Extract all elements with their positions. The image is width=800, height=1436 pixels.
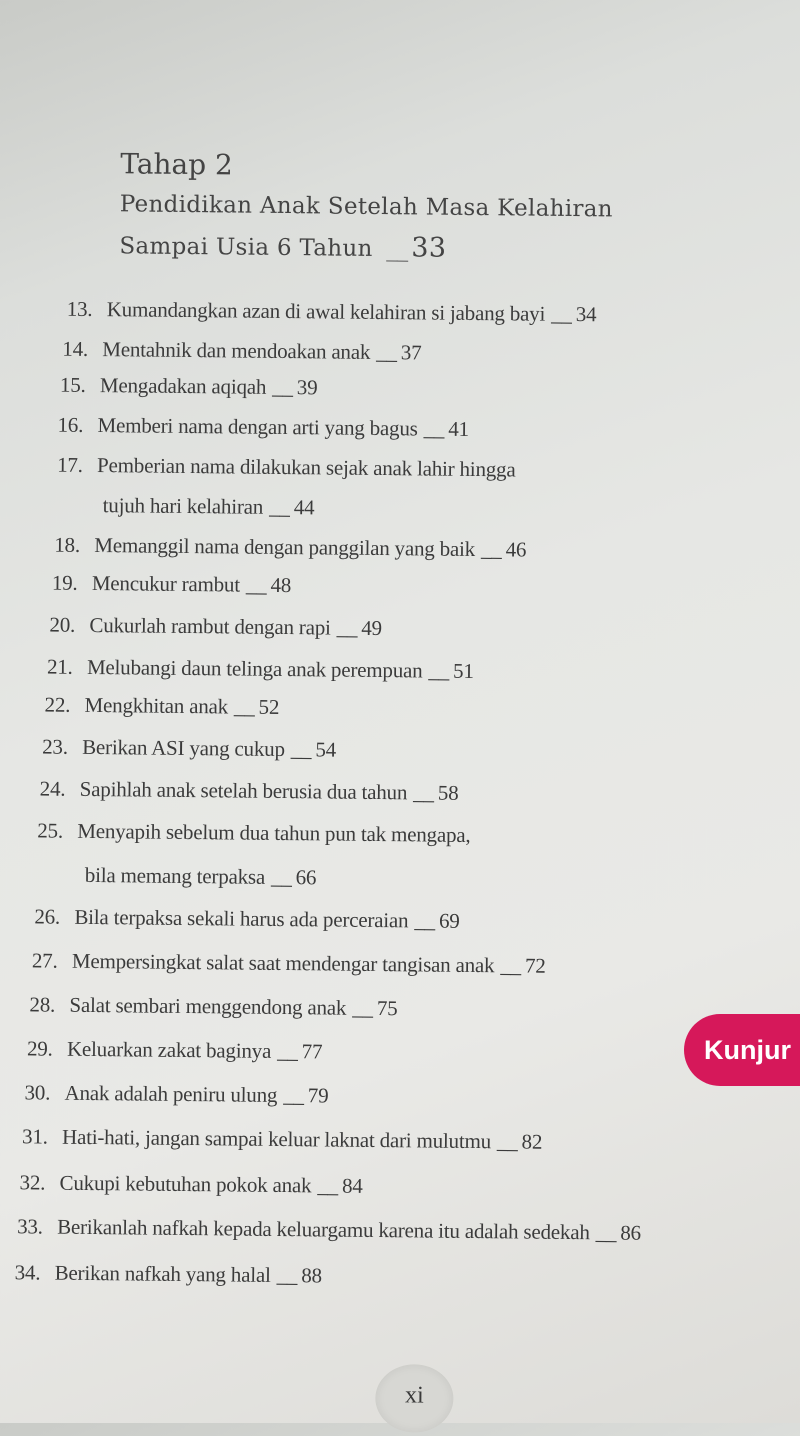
toc-entry-title: Mempersingkat salat saat mendengar tangisan anak — [71, 948, 495, 978]
toc-entry-separator: __ — [376, 339, 397, 365]
toc-entry-number: 19. — [51, 570, 78, 595]
toc-entry-number: 14. — [62, 336, 89, 361]
toc-entry-title: Mentahnik dan mendoakan anak — [102, 337, 371, 364]
section-title-line1: Pendidikan Anak Setelah Masa Kelahiran — [119, 191, 614, 223]
toc-entry-separator: __ — [245, 572, 267, 597]
toc-entry-separator: __ — [423, 416, 445, 441]
toc-entry-separator: __ — [352, 995, 374, 1020]
toc-entry-continuation — [103, 493, 315, 520]
toc-entry-separator: __ — [276, 1262, 298, 1288]
toc-entry-separator: __ — [290, 737, 312, 762]
toc-entry-page: 86 — [620, 1220, 642, 1245]
toc-entry-number: 21. — [46, 654, 73, 679]
toc-entry-title: Bila terpaksa sekali harus ada perceraian — [74, 904, 409, 933]
toc-entry-title-continued: bila memang terpaksa — [84, 862, 266, 889]
toc-entry-page: 82 — [521, 1129, 543, 1154]
toc-entry-separator: __ — [428, 658, 450, 683]
section-stage: Tahap 2 — [120, 147, 234, 182]
toc-entry-number: 34. — [14, 1260, 41, 1285]
toc-entry-page: 66 — [295, 865, 317, 890]
toc-entry — [24, 1080, 328, 1108]
toc-entry-separator: __ — [270, 864, 292, 890]
toc-entry — [62, 337, 421, 366]
toc-entry-title: Salat sembari menggendong anak — [69, 992, 347, 1020]
toc-entry-number: 16. — [57, 412, 84, 437]
toc-entry-page: 77 — [301, 1039, 323, 1064]
toc-entry-number: 17. — [57, 452, 83, 477]
toc-entry-number: 22. — [44, 692, 71, 717]
toc-entry-title: Melubangi daun telinga anak perempuan — [86, 654, 423, 683]
toc-entry — [34, 904, 460, 933]
toc-entry-number: 29. — [26, 1036, 53, 1061]
toc-entry — [32, 948, 546, 978]
toc-entry-separator: __ — [413, 780, 434, 805]
toc-entry — [17, 1214, 641, 1246]
toc-entry-number: 31. — [21, 1124, 48, 1149]
toc-entry-separator: __ — [277, 1038, 298, 1064]
toc-entry-page: 88 — [301, 1263, 323, 1288]
toc-entry — [60, 373, 318, 401]
toc-entry-number: 23. — [42, 734, 68, 759]
toc-entry — [67, 297, 597, 328]
toc-entry-page: 48 — [270, 572, 292, 598]
toc-entry-page: 58 — [437, 780, 459, 805]
toc-entry-page: 75 — [376, 996, 398, 1021]
toc-entry-title: Hati-hati, jangan sampai keluar laknat dari mulutmu — [61, 1124, 492, 1154]
toc-entry — [42, 734, 336, 762]
toc-entry-title: Menyapih sebelum dua tahun pun tak mengapa, — [77, 818, 471, 847]
toc-entry-title: Berikan ASI yang cukup — [82, 734, 285, 762]
section-title-separator: __ — [386, 236, 408, 263]
toc-entry-separator: __ — [269, 494, 290, 520]
toc-entry-page: 39 — [296, 375, 318, 400]
toc-entry-title: Mengkhitan anak — [84, 692, 229, 719]
toc-entry — [57, 453, 516, 483]
toc-entry-title: Anak adalah peniru ulung — [64, 1080, 278, 1107]
toc-entry — [49, 613, 382, 641]
toc-entry — [57, 413, 469, 442]
toc-entry-number: 18. — [54, 532, 81, 557]
toc-entry-separator: __ — [336, 615, 358, 640]
toc-entry-page: 34 — [575, 302, 597, 327]
toc-entry — [19, 1170, 362, 1199]
toc-entry-separator: __ — [551, 301, 572, 327]
toc-entry-page: 79 — [307, 1083, 329, 1108]
toc-entry — [37, 818, 470, 848]
toc-entry-title: Cukupi kebutuhan pokok anak — [59, 1170, 312, 1198]
toc-entry-separator: __ — [317, 1173, 339, 1198]
toc-entry-separator: __ — [595, 1220, 617, 1245]
toc-entry-page: 37 — [400, 340, 422, 365]
toc-entry-title: Berikan nafkah yang halal — [54, 1260, 271, 1287]
toc-entry-separator: __ — [496, 1129, 518, 1154]
toc-entry — [15, 1260, 322, 1288]
toc-entry-page: 44 — [293, 495, 315, 520]
toc-entry-number: 13. — [66, 296, 93, 321]
toc-entry — [29, 992, 397, 1021]
toc-entry-page: 54 — [315, 737, 337, 762]
toc-entry-number: 33. — [17, 1214, 43, 1239]
toc-entry — [40, 776, 459, 805]
toc-entry-number: 26. — [34, 904, 61, 929]
toc-entry-title: Sapihlah anak setelah berusia dua tahun — [79, 776, 408, 805]
toc-entry — [27, 1036, 323, 1064]
toc-entry-number: 24. — [39, 776, 66, 801]
toc-entry-number: 25. — [37, 818, 64, 843]
toc-entry-title: Keluarkan zakat baginya — [66, 1036, 272, 1063]
toc-entry-separator: __ — [233, 694, 255, 719]
toc-entry — [47, 655, 474, 684]
toc-entry-page: 72 — [524, 953, 546, 978]
section-title-line2 — [119, 229, 446, 263]
toc-entry-title-continued: tujuh hari kelahiran — [102, 493, 264, 519]
toc-entry — [22, 1124, 542, 1154]
toc-entry-separator: __ — [283, 1083, 305, 1108]
toc-entry-page: 52 — [258, 694, 280, 719]
toc-entry-number: 30. — [24, 1080, 51, 1105]
toc-entry-separator: __ — [480, 537, 502, 562]
toc-entry-number: 28. — [29, 992, 56, 1017]
toc-entry-page: 51 — [452, 658, 474, 683]
toc-entry-number: 20. — [49, 612, 76, 637]
visit-button[interactable]: Kunjur — [684, 1014, 800, 1086]
toc-entry-title: Mengadakan aqiqah — [99, 373, 267, 399]
toc-entry-number: 32. — [19, 1170, 46, 1195]
toc-entry-continuation — [85, 863, 317, 890]
toc-entry-title: Pemberian nama dilakukan sejak anak lahir hingga — [97, 453, 516, 482]
section-title-text: Sampai Usia 6 Tahun — [119, 233, 373, 262]
toc-entry — [44, 693, 279, 720]
toc-entry-separator: __ — [500, 953, 522, 978]
toc-entry-page: 49 — [361, 615, 383, 641]
toc-entry-title: Kumandangkan azan di awal kelahiran si jabang bayi — [106, 297, 546, 326]
page-number: xi — [404, 1382, 424, 1409]
toc-entry-separator: __ — [272, 374, 293, 400]
toc-entry — [52, 571, 292, 599]
toc-entry-title: Mencukur rambut — [91, 570, 241, 597]
toc-entry-title: Cukurlah rambut dengan rapi — [89, 612, 331, 640]
toc-entry-page: 69 — [438, 908, 460, 933]
toc-entry — [54, 533, 526, 563]
toc-entry-number: 27. — [31, 948, 58, 973]
toc-entry-separator: __ — [414, 908, 436, 933]
toc-entry-page: 46 — [505, 537, 527, 562]
toc-entry-number: 15. — [59, 372, 86, 397]
toc-entry-title: Berikanlah nafkah kepada keluargamu karena itu adalah sedekah — [57, 1214, 590, 1245]
toc-entry-page: 41 — [448, 416, 470, 441]
toc-entry-title: Memanggil nama dengan panggilan yang baik — [94, 533, 476, 562]
section-title-page: 33 — [411, 232, 447, 264]
toc-entry-title: Memberi nama dengan arti yang bagus — [97, 413, 418, 441]
toc-entry-page: 84 — [341, 1173, 363, 1198]
